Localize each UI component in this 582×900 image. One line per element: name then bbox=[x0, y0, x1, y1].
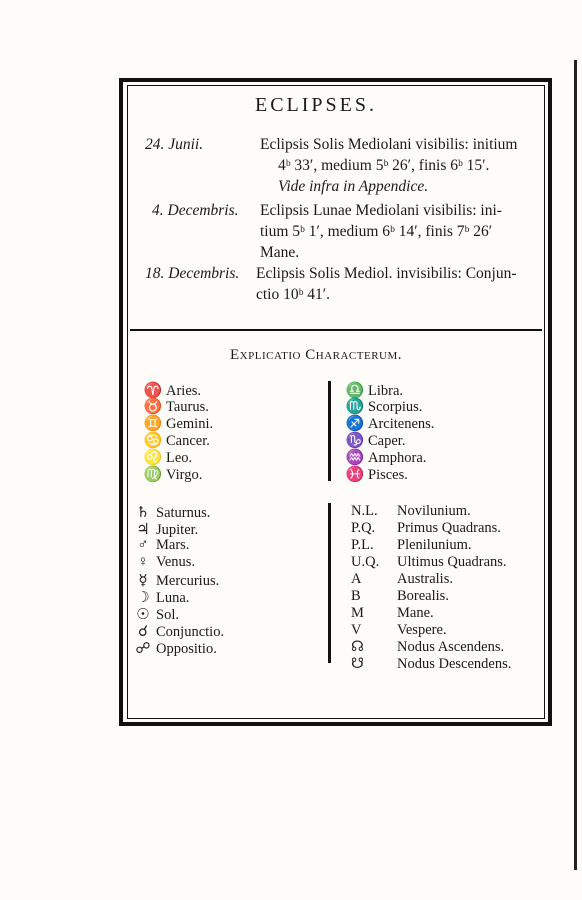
zodiac-sign-row bbox=[342, 465, 408, 484]
virgo-icon: ♍ bbox=[143, 467, 163, 483]
sign-label: Cancer. bbox=[166, 433, 210, 449]
sign-label: Taurus. bbox=[166, 399, 209, 415]
saturn-icon: ♄ bbox=[136, 505, 150, 521]
abbrev-symbol: U.Q. bbox=[351, 554, 380, 570]
planet-row bbox=[130, 554, 195, 571]
sign-label: Scorpius. bbox=[368, 399, 423, 415]
abbrev-label: Vespere. bbox=[397, 622, 447, 638]
abbrev-label: Nodus Descendens. bbox=[397, 656, 512, 672]
capricorn-icon: ♑ bbox=[345, 433, 365, 449]
planet-row bbox=[130, 639, 217, 658]
ascending-node-icon: ☊ bbox=[351, 639, 364, 655]
venus-icon: ♀ bbox=[137, 554, 149, 570]
planet-label: Luna. bbox=[156, 590, 190, 606]
abbrev-symbol: P.Q. bbox=[351, 520, 376, 536]
eclipse-line: Vide infra in Appendice. bbox=[278, 178, 429, 195]
sign-label: Amphora. bbox=[368, 450, 427, 466]
scorpio-icon: ♏ bbox=[345, 399, 365, 415]
planet-label: Oppositio. bbox=[156, 641, 217, 657]
column-divider bbox=[328, 381, 331, 481]
abbrev-row bbox=[351, 639, 504, 656]
planet-label: Venus. bbox=[156, 554, 196, 570]
column-divider bbox=[328, 503, 331, 663]
sign-label: Arcitenens. bbox=[368, 416, 435, 432]
planet-row bbox=[130, 537, 189, 554]
sign-label: Pisces. bbox=[368, 467, 408, 483]
eclipse-date: 24. Junii. bbox=[145, 136, 204, 153]
leo-icon: ♌ bbox=[143, 450, 163, 466]
pisces-icon: ♓ bbox=[345, 467, 365, 483]
abbrev-label: Mane. bbox=[397, 605, 434, 621]
sun-icon: ☉ bbox=[136, 607, 150, 623]
opposition-icon: ☍ bbox=[135, 641, 151, 657]
sign-label: Virgo. bbox=[166, 467, 203, 483]
sign-label: Libra. bbox=[368, 383, 404, 399]
abbrev-row bbox=[351, 571, 453, 588]
conjunction-icon: ☌ bbox=[137, 624, 149, 640]
eclipse-line: 4ᵇ 33′, medium 5ᵇ 26′, finis 6ᵇ 15′. bbox=[278, 157, 490, 174]
eclipse-line: Eclipsis Solis Mediol. invisibilis: Conjun- bbox=[256, 265, 517, 282]
abbrev-symbol: M bbox=[351, 605, 364, 621]
planet-label: Jupiter. bbox=[156, 522, 199, 538]
abbrev-symbol: V bbox=[351, 622, 362, 638]
sign-label: Caper. bbox=[368, 433, 406, 449]
sagittarius-icon: ♐ bbox=[345, 416, 365, 432]
abbrev-label: Ultimus Quadrans. bbox=[397, 554, 507, 570]
abbrev-symbol: N.L. bbox=[351, 503, 378, 519]
planet-label: Mars. bbox=[156, 537, 190, 553]
planet-label: Conjunctio. bbox=[156, 624, 225, 640]
sign-label: Leo. bbox=[166, 450, 193, 466]
abbrev-row bbox=[351, 554, 507, 571]
gemini-icon: ♊ bbox=[143, 416, 163, 432]
abbrev-symbol: A bbox=[351, 571, 362, 587]
cancer-icon: ♋ bbox=[143, 433, 163, 449]
abbrev-label: Australis. bbox=[397, 571, 453, 587]
abbrev-row bbox=[351, 503, 471, 520]
moon-icon: ☽ bbox=[136, 590, 150, 606]
descending-node-icon: ☋ bbox=[351, 656, 364, 672]
eclipse-line: Mane. bbox=[260, 244, 300, 261]
eclipse-line: Eclipsis Lunae Mediolani visibilis: ini- bbox=[260, 202, 502, 219]
eclipse-date: 4. Decembris. bbox=[152, 202, 239, 219]
zodiac-sign-row bbox=[140, 465, 202, 484]
abbrev-label: Nodus Ascendens. bbox=[397, 639, 505, 655]
eclipse-line: ctio 10ᵇ 41′. bbox=[256, 286, 331, 303]
libra-icon: ♎ bbox=[345, 383, 365, 399]
planet-label: Saturnus. bbox=[156, 505, 211, 521]
abbrev-row bbox=[351, 537, 472, 554]
abbrev-symbol: P.L. bbox=[351, 537, 374, 553]
mercury-icon: ☿ bbox=[138, 573, 148, 589]
abbrev-symbol: B bbox=[351, 588, 361, 604]
section-divider bbox=[130, 329, 542, 331]
mars-icon: ♂ bbox=[137, 537, 149, 553]
eclipse-line: tium 5ᵇ 1′, medium 6ᵇ 14′, finis 7ᵇ 26′ bbox=[260, 223, 493, 240]
taurus-icon: ♉ bbox=[143, 399, 163, 415]
abbrev-label: Plenilunium. bbox=[397, 537, 472, 553]
abbrev-label: Novilunium. bbox=[397, 503, 471, 519]
aquarius-icon: ♒ bbox=[345, 450, 365, 466]
planet-label: Sol. bbox=[156, 607, 179, 623]
sign-label: Gemini. bbox=[166, 416, 214, 432]
abbrev-row bbox=[351, 656, 511, 673]
adjacent-page-edge bbox=[574, 60, 577, 870]
abbrev-row bbox=[351, 520, 501, 537]
explicatio-heading: Explicatio Characterum. bbox=[230, 347, 403, 363]
abbrev-row bbox=[351, 588, 449, 605]
abbrev-row bbox=[351, 605, 434, 622]
eclipse-date: 18. Decembris. bbox=[145, 265, 240, 282]
eclipse-line: Eclipsis Solis Mediolani visibilis: initium bbox=[260, 136, 518, 153]
abbrev-label: Borealis. bbox=[397, 588, 449, 604]
sign-label: Aries. bbox=[166, 383, 202, 399]
planet-label: Mercurius. bbox=[156, 573, 220, 589]
page-title: ECLIPSES. bbox=[255, 94, 378, 116]
jupiter-icon: ♃ bbox=[136, 522, 150, 538]
abbrev-row bbox=[351, 622, 447, 639]
aries-icon: ♈ bbox=[143, 383, 163, 399]
abbrev-label: Primus Quadrans. bbox=[397, 520, 501, 536]
